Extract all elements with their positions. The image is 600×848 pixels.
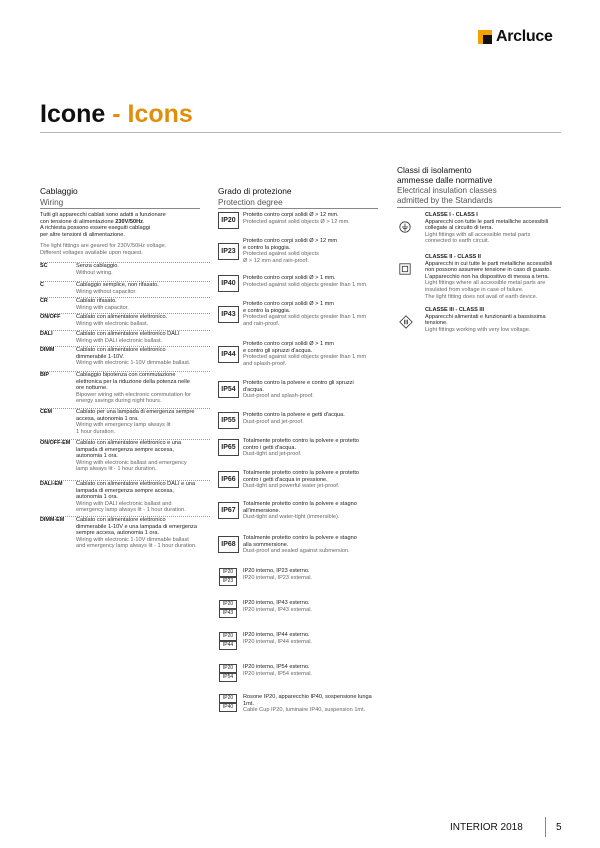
wiring-code: DIMM-EM bbox=[40, 517, 65, 523]
wiring-desc-it: dimmerabile 1-10V. bbox=[76, 353, 124, 360]
insulation-desc-it: Apparecchi alimentati e funzionanti a bassissima bbox=[425, 313, 546, 320]
protection-desc-it: e contro gli spruzzi d'acqua. bbox=[243, 347, 313, 354]
protection-description bbox=[243, 275, 393, 288]
title-divider bbox=[40, 132, 561, 133]
wiring-desc-en: 1 hour duration. bbox=[76, 428, 116, 435]
title-english: Icons bbox=[127, 100, 193, 128]
protection-desc-en: Dust-proof and splash-proof. bbox=[243, 393, 314, 400]
protection-desc-en: Ø > 12 mm and rain-proof. bbox=[243, 257, 309, 264]
protection-desc-en: Protected against solid objects Ø > 12 mm. bbox=[243, 218, 350, 225]
ip-rating-icon: IP40 bbox=[218, 275, 239, 292]
ip-combo-top: IP20 bbox=[219, 694, 237, 702]
wiring-desc-en: Bipower wiring with electronic commutation for bbox=[76, 391, 192, 398]
insulation-desc-it: collegate al circuito di terra. bbox=[425, 225, 494, 232]
wiring-desc-en: Wiring with electronic ballast and emergency bbox=[76, 459, 187, 466]
wiring-code: C bbox=[40, 282, 44, 288]
insulation-desc-it: L'apparecchio non ha dispositivo di messa a terra. bbox=[425, 273, 550, 280]
footer-separator bbox=[545, 817, 546, 837]
wiring-code: DIMM bbox=[40, 347, 55, 353]
wiring-description bbox=[76, 331, 214, 344]
protection-desc-it: Totalmente protetto contro la polvere e stagno bbox=[243, 501, 357, 507]
insulation-subheading bbox=[397, 186, 561, 208]
wiring-desc-it: lampada di emergenza sempre accesa, bbox=[76, 487, 174, 494]
intro-text: . bbox=[142, 218, 145, 225]
wiring-desc-it: Cablaggio bipotenza con commutazione bbox=[76, 372, 176, 378]
ground-icon bbox=[399, 220, 413, 234]
title-italian: Icone bbox=[40, 100, 106, 128]
combo-desc-it: IP20 interno, IP23 esterno. bbox=[243, 568, 310, 574]
wiring-desc-it: lampada di emergenza sempre accesa, bbox=[76, 446, 174, 453]
wiring-code: ON/OFF bbox=[40, 314, 61, 320]
protection-desc-en: Protected against solid objects greater than 1 mm bbox=[243, 354, 367, 361]
intro-voltage: 230V/50Hz bbox=[115, 218, 143, 225]
combo-desc-it: IP20 interno, IP54 esterno. bbox=[243, 664, 310, 670]
diamond-iii-icon bbox=[399, 315, 413, 329]
wiring-desc-en: Wiring with electronic ballast. bbox=[76, 320, 149, 327]
protection-desc-en: Dust-tight and water-tight (immersible). bbox=[243, 514, 340, 521]
insulation-desc-en: Light fittings where all accessible metal parts are bbox=[425, 280, 546, 287]
wiring-desc-en: Wiring with DALI electronic ballast and bbox=[76, 500, 172, 507]
insulation-heading-line1: Classi di isolamento bbox=[397, 165, 472, 175]
ip-combo-top: IP20 bbox=[219, 664, 237, 672]
ip-rating-icon: IP20 bbox=[218, 212, 239, 229]
protection-subheading: Protection degree bbox=[218, 198, 378, 209]
wiring-desc-en: lamp always lit - 1 hour duration. bbox=[76, 466, 157, 473]
combo-desc-it: IP20 interno, IP44 esterno. bbox=[243, 632, 310, 638]
wiring-desc-en: and emergency lamp always lit - 1 hour duration. bbox=[76, 543, 197, 550]
protection-desc-it: Totalmente protetto contro la polvere e protetto bbox=[243, 438, 359, 444]
intro-line: A richiesta possono essere eseguiti cablaggi bbox=[40, 225, 151, 232]
protection-desc-it: d'acqua. bbox=[243, 386, 264, 393]
wiring-description bbox=[76, 517, 214, 550]
diamond-iii-icon-graphic bbox=[399, 315, 413, 329]
insulation-desc-it: Apparecchi in cui tutte le parti metalliche accessibili bbox=[425, 260, 553, 267]
protection-desc-it: contro i getti d'acqua. bbox=[243, 444, 296, 451]
ip-rating-icon: IP54 bbox=[218, 381, 239, 398]
wiring-code: CR bbox=[40, 298, 48, 304]
insulation-heading bbox=[397, 165, 492, 185]
insulation-subheading-line2: admitted by the Standards bbox=[397, 196, 493, 205]
insulation-desc-en: insulated from voltage in case of failure. bbox=[425, 286, 524, 293]
protection-desc-it: Protetto contro corpi solidi Ø > 1 mm. bbox=[243, 275, 336, 281]
wiring-code: BIP bbox=[40, 372, 49, 378]
ip-rating-icon: IP55 bbox=[218, 412, 239, 429]
wiring-desc-it: Senza cablaggio. bbox=[76, 263, 119, 269]
protection-desc-en: Protected against solid objects greater than 1 mm. bbox=[243, 281, 368, 288]
ip-rating-icon: IP23 bbox=[218, 243, 239, 260]
protection-desc-en: Protected against solid objects bbox=[243, 251, 319, 258]
wiring-desc-it: autonomia 1 ora. bbox=[76, 494, 118, 501]
brand-mark-icon bbox=[478, 30, 492, 44]
protection-desc-it: all'immersione. bbox=[243, 507, 281, 514]
wiring-desc-en: energy savings during night hours. bbox=[76, 398, 162, 405]
wiring-description bbox=[76, 409, 214, 435]
ip-rating-icon: IP43 bbox=[218, 306, 239, 323]
combo-description bbox=[243, 568, 393, 581]
intro-line-en: Different voltages available upon request. bbox=[40, 249, 143, 256]
protection-desc-it: Protetto contro la polvere e contro gli spruzzi bbox=[243, 380, 354, 386]
ip-combo-icon bbox=[219, 568, 237, 586]
intro-line: Tutti gli apparecchi cablati sono adatti a funzionare bbox=[40, 212, 166, 218]
double-square-icon bbox=[399, 262, 413, 276]
insulation-desc-en: The light fitting does not avail of earth device. bbox=[425, 293, 538, 300]
wiring-desc-it: Cablato rifasato. bbox=[76, 298, 117, 304]
protection-description bbox=[243, 412, 393, 425]
intro-line bbox=[40, 219, 210, 226]
wiring-description bbox=[76, 263, 214, 276]
insulation-description bbox=[425, 307, 565, 333]
protection-desc-it: e contro la pioggia. bbox=[243, 307, 291, 314]
protection-description bbox=[243, 501, 393, 521]
wiring-desc-en: Wiring with electronic 1-10V dimmable ballast bbox=[76, 536, 189, 543]
ip-combo-bottom: IP44 bbox=[219, 642, 237, 650]
insulation-class-title: CLASSE II - CLASS II bbox=[425, 254, 481, 260]
combo-desc-en: IP20 internal, IP54 external. bbox=[243, 670, 313, 677]
insulation-desc-en: connected to earth circuit. bbox=[425, 238, 490, 245]
wiring-desc-it: Cablato con alimentatore elettronico bbox=[76, 517, 166, 523]
ip-combo-icon bbox=[219, 632, 237, 650]
wiring-desc-en: Without wiring. bbox=[76, 269, 113, 276]
protection-desc-en: and splash-proof. bbox=[243, 360, 287, 367]
insulation-desc-it: Apparecchi con tutte le parti metalliche accessibili bbox=[425, 218, 549, 225]
ip-combo-icon bbox=[219, 694, 237, 712]
protection-desc-it: Totalmente protetto contro la polvere e stagno bbox=[243, 535, 357, 541]
wiring-code: ON/OFF-EM bbox=[40, 440, 71, 446]
insulation-heading-line2: ammesse dalle normative bbox=[397, 175, 493, 185]
protection-desc-en: Dust-proof and jet-proof. bbox=[243, 418, 304, 425]
protection-description bbox=[243, 301, 393, 327]
protection-desc-en: Dust-tight and powerful water jet-proof. bbox=[243, 483, 340, 490]
wiring-description bbox=[76, 372, 214, 405]
page-title bbox=[40, 100, 193, 129]
combo-desc-en: IP20 internal, IP44 external. bbox=[243, 638, 313, 645]
wiring-description bbox=[76, 347, 214, 367]
wiring-code: SC bbox=[40, 263, 48, 269]
wiring-heading: Cablaggio bbox=[40, 186, 78, 196]
ip-rating-icon: IP65 bbox=[218, 439, 239, 456]
insulation-desc-it: non possono assumere tensione in caso di guasto. bbox=[425, 267, 551, 274]
ip-combo-bottom: IP43 bbox=[219, 610, 237, 618]
wiring-desc-it: Cablato con alimentatore elettronico e una bbox=[76, 440, 182, 446]
ip-combo-icon bbox=[219, 664, 237, 682]
wiring-description bbox=[76, 282, 214, 295]
protection-desc-en: Protected against solid objects greater than 1 mm bbox=[243, 314, 367, 321]
protection-description bbox=[243, 212, 393, 225]
wiring-desc-it: Cablato con alimentatore elettronico DALI e una bbox=[76, 481, 196, 487]
insulation-class-title: CLASSE I - CLASS I bbox=[425, 212, 478, 218]
protection-desc-it: e contro la pioggia. bbox=[243, 244, 291, 251]
insulation-desc-en: Light fittings working with very low voltage. bbox=[425, 326, 531, 333]
protection-description bbox=[243, 238, 393, 264]
wiring-code: CEM bbox=[40, 409, 52, 415]
title-separator: - bbox=[105, 100, 128, 128]
ip-combo-bottom: IP23 bbox=[219, 578, 237, 586]
ip-combo-icon bbox=[219, 600, 237, 618]
ip-combo-top: IP20 bbox=[219, 632, 237, 640]
intro-text: con tensione di alimentazione bbox=[40, 218, 116, 225]
combo-desc-it: IP20 interno, IP43 esterno. bbox=[243, 600, 310, 606]
combo-desc-en: IP20 internal, IP23 external. bbox=[243, 574, 313, 581]
wiring-desc-it: Cablato con alimentatore elettronico DALI bbox=[76, 331, 180, 337]
wiring-desc-it: ore notturne. bbox=[76, 385, 108, 392]
wiring-desc-en: Wiring with capacitor. bbox=[76, 304, 129, 311]
wiring-desc-it: elettronica per la riduzione della potenza nelle bbox=[76, 378, 190, 385]
wiring-description bbox=[76, 481, 214, 514]
ip-combo-top: IP20 bbox=[219, 568, 237, 576]
ip-combo-bottom: IP40 bbox=[219, 704, 237, 712]
wiring-desc-it: Cablato con alimentatore elettronico bbox=[76, 347, 166, 353]
protection-desc-it: contro i getti d'acqua in pressione. bbox=[243, 476, 328, 483]
protection-description bbox=[243, 438, 393, 458]
ip-rating-icon: IP44 bbox=[218, 346, 239, 363]
wiring-desc-it: Cablato per una lampada di emergenza sempre bbox=[76, 409, 195, 415]
protection-description bbox=[243, 470, 393, 490]
wiring-desc-it: Cablato con alimentatore elettronico. bbox=[76, 314, 168, 320]
wiring-subheading: Wiring bbox=[40, 198, 200, 209]
page-number: 5 bbox=[556, 822, 562, 833]
protection-desc-en: Dust-proof and sealed against submersion. bbox=[243, 548, 350, 555]
wiring-desc-it: autonomia 1 ora. bbox=[76, 453, 118, 460]
insulation-description bbox=[425, 212, 565, 245]
protection-description bbox=[243, 341, 393, 367]
footer-label: INTERIOR 2018 bbox=[450, 822, 523, 833]
ip-rating-icon: IP66 bbox=[218, 471, 239, 488]
ground-icon-graphic bbox=[399, 221, 411, 233]
combo-description bbox=[243, 694, 393, 714]
protection-desc-en: and rain-proof. bbox=[243, 320, 280, 327]
wiring-desc-en: Wiring with emergency lamp always lit bbox=[76, 422, 171, 429]
protection-desc-it: Protetto contro la polvere e getti d'acqua. bbox=[243, 412, 345, 418]
wiring-desc-it: sempre accesa, autonomia 1 ora. bbox=[76, 530, 160, 537]
wiring-desc-en: emergency lamp always lit - 1 hour duration. bbox=[76, 507, 186, 514]
protection-heading: Grado di protezione bbox=[218, 186, 292, 196]
insulation-desc-en: Light fittings with all accessible metal parts bbox=[425, 231, 531, 238]
wiring-desc-it: dimmerabile 1-10V e una lampada di emergenza bbox=[76, 523, 197, 530]
brand-name: Arcluce bbox=[496, 28, 553, 45]
wiring-desc-en: Wiring without capacitor. bbox=[76, 288, 137, 295]
brand-logo bbox=[478, 28, 553, 46]
protection-description bbox=[243, 380, 393, 400]
combo-description bbox=[243, 600, 393, 613]
intro-line: per altre tensioni di alimentazione. bbox=[40, 231, 125, 238]
wiring-desc-it: accesa, autonomia 1 ora. bbox=[76, 415, 139, 422]
combo-desc-en: IP20 internal, IP43 external. bbox=[243, 606, 313, 613]
protection-desc-it: Protetto contro corpi solidi Ø > 1 mm bbox=[243, 301, 334, 307]
protection-description bbox=[243, 535, 393, 555]
wiring-desc-en: Wiring with electronic 1-10V dimmable ballast. bbox=[76, 360, 191, 367]
intro-line-en: The light fittings are geared for 230V/50Hz voltage. bbox=[40, 243, 167, 250]
ip-rating-icon: IP67 bbox=[218, 502, 239, 519]
insulation-class-title: CLASSE III - CLASS III bbox=[425, 307, 485, 313]
protection-desc-it: Protetto contro corpi solidi Ø > 12 mm bbox=[243, 238, 338, 244]
wiring-code: DALI bbox=[40, 331, 53, 337]
combo-desc-en: Cable Cup IP20, luminaire IP40, suspension 1mt. bbox=[243, 707, 366, 714]
wiring-description bbox=[76, 298, 214, 311]
protection-desc-it: Protetto contro corpi solidi Ø > 12 mm. bbox=[243, 212, 339, 218]
wiring-code: DALI-EM bbox=[40, 481, 63, 487]
ip-combo-top: IP20 bbox=[219, 600, 237, 608]
combo-desc-it: 1mt. bbox=[243, 700, 254, 707]
protection-desc-en: Dust-tight and jet-proof. bbox=[243, 451, 302, 458]
insulation-description bbox=[425, 254, 565, 300]
wiring-description bbox=[76, 314, 214, 327]
protection-desc-it: Protetto contro corpi solidi Ø > 1 mm bbox=[243, 341, 334, 347]
insulation-desc-it: tensione. bbox=[425, 320, 448, 327]
ip-rating-icon: IP68 bbox=[218, 536, 239, 553]
combo-description bbox=[243, 664, 393, 677]
wiring-description bbox=[76, 440, 214, 473]
insulation-subheading-line1: Electrical insulation classes bbox=[397, 186, 497, 195]
protection-desc-it: Totalmente protetto contro la polvere e protetto bbox=[243, 470, 359, 476]
combo-description bbox=[243, 632, 393, 645]
wiring-desc-it: Cablaggio semplice, non rifasato. bbox=[76, 282, 159, 288]
double-square-icon-graphic bbox=[399, 263, 411, 275]
ip-combo-bottom: IP54 bbox=[219, 674, 237, 682]
wiring-intro bbox=[40, 212, 210, 257]
combo-desc-it: Rosone IP20, apparecchio IP40, sospensione lunga bbox=[243, 694, 372, 700]
protection-desc-it: alla sommersione. bbox=[243, 541, 289, 548]
wiring-desc-en: Wiring with DALI electronic ballast. bbox=[76, 337, 163, 344]
